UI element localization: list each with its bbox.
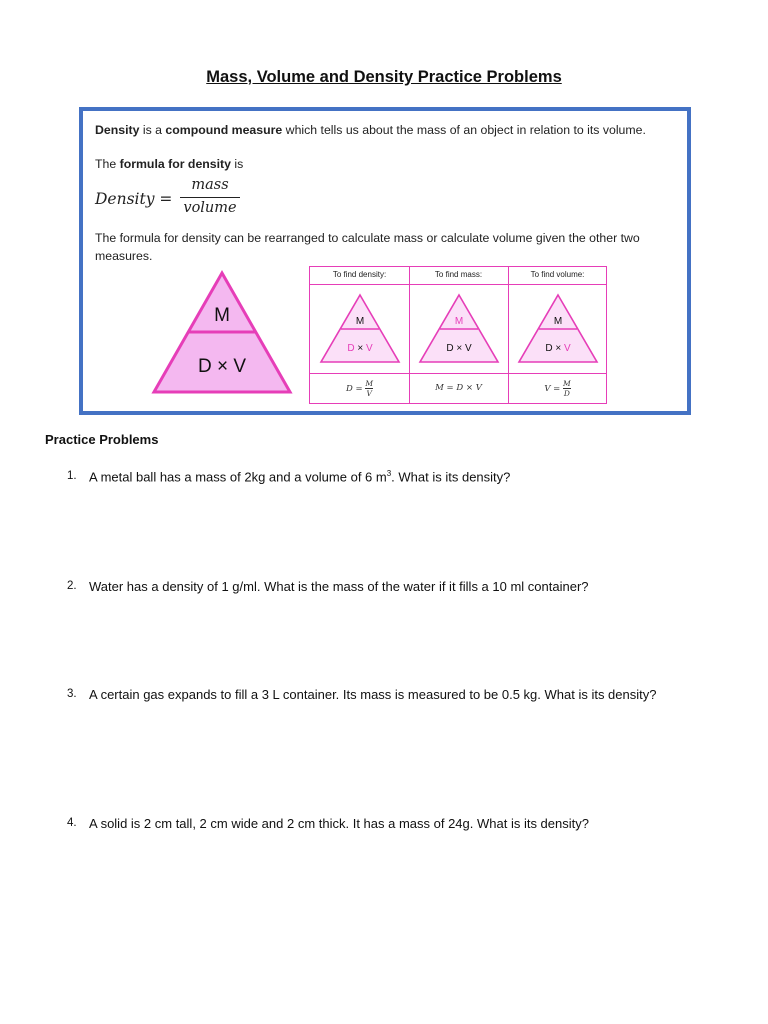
svg-text:D × V: D × V — [545, 343, 571, 354]
formula-fraction — [180, 177, 240, 216]
question-number: 4. — [67, 817, 77, 829]
svg-text:D × V: D × V — [446, 343, 472, 354]
mass-triangle — [417, 293, 501, 365]
practice-heading: Practice Problems — [45, 432, 159, 447]
svg-text:M: M — [454, 316, 464, 327]
rearrange-note: The formula for density can be rearranged to calculate mass or calculate volume given the other two measures. — [95, 231, 640, 263]
volume-triangle — [516, 293, 600, 365]
formula-find-density: D = $\frac{M}{V}$ — [345, 379, 374, 398]
formula-find-mass: M = D × V — [435, 383, 482, 393]
formula-lhs: Density = — [95, 190, 173, 208]
table-row-divider — [310, 373, 606, 374]
svg-text:D × V: D × V — [347, 343, 373, 354]
svg-text:M: M — [355, 316, 365, 327]
formula-denominator: volume — [183, 200, 237, 216]
question-text: Water has a density of 1 g/ml. What is the mass of the water if it fills a 10 ml container? — [89, 579, 589, 594]
header-find-density: To find density: — [332, 270, 387, 279]
question-text: A solid is 2 cm tall, 2 cm wide and 2 cm thick. It has a mass of 24g. What is its density? — [89, 816, 589, 831]
big-triangle-bottom: D × V — [197, 356, 247, 377]
formula-numerator: mass — [191, 177, 229, 193]
page-title: Mass, Volume and Density Practice Problems — [206, 68, 562, 86]
density-definition: Density is a compound measure which tells us about the mass of an object in relation to its volume. — [95, 123, 646, 137]
big-formula-triangle — [151, 271, 293, 395]
question-text: A metal ball has a mass of 2kg and a volume of 6 $m^3$. What is its density? — [89, 469, 511, 485]
header-find-mass: To find mass: — [434, 270, 483, 279]
question-number: 1. — [67, 470, 77, 482]
formula-find-volume: V = $\frac{M}{D}$ — [544, 379, 571, 398]
header-find-volume: To find volume: — [530, 270, 585, 279]
formula-intro: The formula for density is — [95, 157, 244, 171]
question-text: A certain gas expands to fill a 3 L container. Its mass is measured to be 0.5 kg. What is its density? — [89, 687, 657, 702]
rearrangement-table — [309, 266, 607, 404]
density-info-box — [79, 107, 691, 415]
question-number: 3. — [67, 688, 77, 700]
fraction-bar — [180, 197, 240, 198]
svg-text:M: M — [553, 316, 563, 327]
table-row-divider — [310, 284, 606, 285]
big-triangle-top: M — [214, 305, 230, 326]
density-triangle — [318, 293, 402, 365]
question-number: 2. — [67, 580, 77, 592]
